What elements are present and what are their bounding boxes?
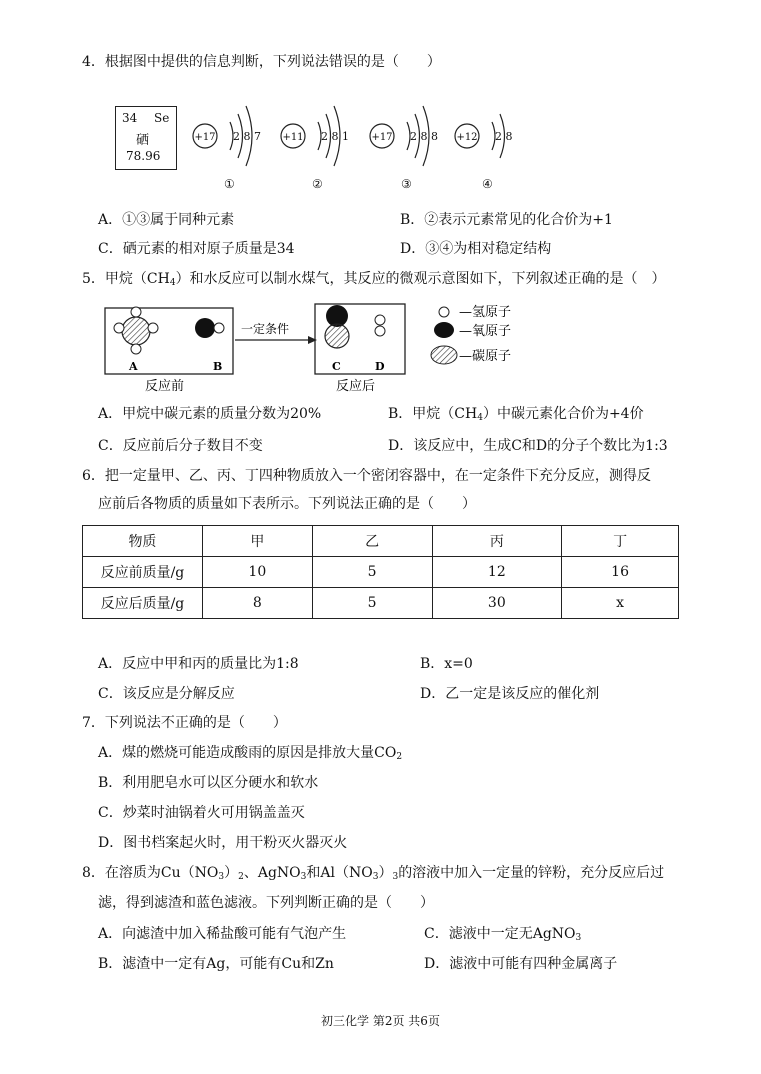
q5-option-b-subscript: 4	[477, 413, 483, 423]
q7-option-c: C．炒菜时油锅着火可用锅盖盖灭	[98, 805, 305, 821]
table-header-cell: 丙	[432, 526, 562, 557]
q5-option-a: A．甲烷中碳元素的质量分数为20%	[98, 406, 322, 422]
q5-option-b-part: ）中碳元素化合价为+4价	[482, 406, 644, 422]
atom-structure-figure	[112, 92, 532, 192]
q5-stem	[82, 269, 666, 289]
table-header-row	[83, 526, 679, 557]
q6-option-c: C．该反应是分解反应	[98, 686, 235, 702]
q8-stem-subscript: 2	[238, 872, 244, 882]
page-footer: 初三化学 第2页 共6页	[321, 1014, 440, 1028]
q8-option-c-part: C．滤液中一定无AgNO	[424, 926, 576, 942]
q5-stem-part: 5．甲烷（CH	[82, 271, 170, 287]
table-cell: 8	[202, 588, 312, 619]
q8-stem-part: 8．在溶质为Cu（NO	[82, 865, 219, 881]
atom-4-nucleus: +12	[456, 132, 478, 143]
q5-stem-part: ）和水反应可以制水煤气，其反应的微观示意图如下，下列叙述正确的是（ ）	[175, 271, 666, 287]
atom-diagrams	[112, 92, 532, 192]
q4-option-a: A．①③属于同种元素	[98, 212, 235, 228]
q7-option-a-part: A．煤的燃烧可能造成酸雨的原因是排放大量CO	[98, 745, 397, 761]
mass-table	[82, 525, 679, 619]
q7-option-a	[98, 743, 402, 763]
q4-option-c: C．硒元素的相对原子质量是34	[98, 241, 295, 257]
q5-option-d: D．该反应中，生成C和D的分子个数比为1:3	[388, 438, 668, 454]
atom-3-label: ③	[401, 177, 412, 191]
atomic-mass: 78.96	[126, 149, 161, 163]
q8-option-a: A．向滤渣中加入稀盐酸可能有气泡产生	[98, 926, 347, 942]
q8-stem-part: ）	[224, 865, 239, 881]
q5-option-b-part: B．甲烷（CH	[388, 406, 478, 422]
q8-stem-part: ）	[378, 865, 393, 881]
legend-hydrogen: —氢原子	[459, 305, 512, 320]
after-label: 反应后	[336, 379, 376, 394]
atom-3-shells: 2 8 8	[410, 130, 438, 143]
element-symbol: Se	[154, 111, 170, 125]
table-cell: 16	[562, 557, 679, 588]
atom-1-nucleus: +17	[194, 132, 216, 143]
atom-2-nucleus: +11	[282, 132, 304, 143]
table-header-cell: 物质	[83, 526, 203, 557]
table-cell: 10	[202, 557, 312, 588]
legend-oxygen: —氧原子	[459, 324, 512, 339]
q6-option-d: D．乙一定是该反应的催化剂	[420, 686, 600, 702]
atom-4-label: ④	[482, 177, 493, 191]
q8-option-c	[424, 924, 581, 944]
atom-3-nucleus: +17	[371, 132, 393, 143]
q7-option-a-subscript: 2	[396, 752, 403, 762]
table-cell: x	[562, 588, 679, 619]
table-cell: 30	[432, 588, 562, 619]
label-c: C	[332, 360, 341, 373]
q8-stem-line1	[82, 863, 664, 883]
label-a: A	[129, 360, 138, 373]
table-cell: 5	[312, 588, 432, 619]
q6-stem-line1: 6．把一定量甲、乙、丙、丁四种物质放入一个密闭容器中，在一定条件下充分反应，测得反	[82, 468, 651, 484]
q8-stem-part: 的溶液中加入一定量的锌粉，充分反应后过	[398, 865, 665, 881]
q8-option-b: B．滤渣中一定有Ag，可能有Cu和Zn	[98, 956, 334, 972]
q7-stem: 7．下列说法不正确的是（ ）	[82, 715, 287, 731]
table-header-cell: 甲	[202, 526, 312, 557]
table-row	[83, 588, 679, 619]
legend-carbon: —碳原子	[459, 349, 512, 364]
table-cell: 反应前质量/g	[83, 557, 203, 588]
atom-1-shells: 2 8 7	[233, 130, 261, 143]
atom-2-label: ②	[312, 177, 323, 191]
atomic-number: 34	[122, 111, 138, 125]
q7-option-b: B．利用肥皂水可以区分硬水和软水	[98, 775, 319, 791]
q8-stem-line2: 滤，得到滤渣和蓝色滤液。下列判断正确的是（ ）	[98, 895, 434, 911]
table-row	[83, 557, 679, 588]
table-cell: 5	[312, 557, 432, 588]
element-name: 硒	[136, 133, 150, 148]
q5-option-b	[388, 404, 644, 424]
q6-stem-line2: 应前后各物质的质量如下表所示。下列说法正确的是（ ）	[98, 496, 476, 512]
atom-4-shells: 2 8	[495, 130, 513, 143]
q8-option-d: D．滤液中可能有四种金属离子	[424, 956, 618, 972]
q8-stem-subscript: 3	[218, 872, 225, 882]
table-cell: 12	[432, 557, 562, 588]
q7-option-d: D．图书档案起火时，用干粉灭火器灭火	[98, 835, 348, 851]
table-cell: 反应后质量/g	[83, 588, 203, 619]
reaction-svg	[103, 298, 573, 398]
reaction-micro-diagram	[103, 298, 573, 398]
label-b: B	[213, 360, 223, 373]
q6-option-b: B．x=0	[420, 656, 473, 672]
label-d: D	[375, 360, 385, 373]
q8-option-c-subscript: 3	[575, 933, 582, 943]
q4-option-b: B．②表示元素常见的化合价为+1	[400, 212, 613, 228]
q8-stem-subscript: 3	[300, 872, 307, 882]
table-header-cell: 乙	[312, 526, 432, 557]
q5-option-c: C．反应前后分子数目不变	[98, 438, 263, 454]
q8-stem-subscript: 3	[392, 872, 399, 882]
atom-1-label: ①	[224, 177, 235, 191]
q8-stem-part: 和Al（NO	[306, 865, 373, 881]
q8-stem-subscript: 3	[372, 872, 379, 882]
atom-2-shells: 2 8 1	[321, 130, 349, 143]
q6-option-a: A．反应中甲和丙的质量比为1:8	[98, 656, 299, 672]
q4-stem: 4．根据图中提供的信息判断，下列说法错误的是（ ）	[82, 54, 441, 70]
table-header-cell: 丁	[562, 526, 679, 557]
arrow-label: 一定条件	[241, 322, 290, 336]
before-label: 反应前	[145, 379, 185, 394]
q4-option-d: D．③④为相对稳定结构	[400, 241, 552, 257]
q8-stem-part: 、AgNO	[243, 865, 301, 881]
q5-stem-subscript: 4	[169, 278, 176, 288]
